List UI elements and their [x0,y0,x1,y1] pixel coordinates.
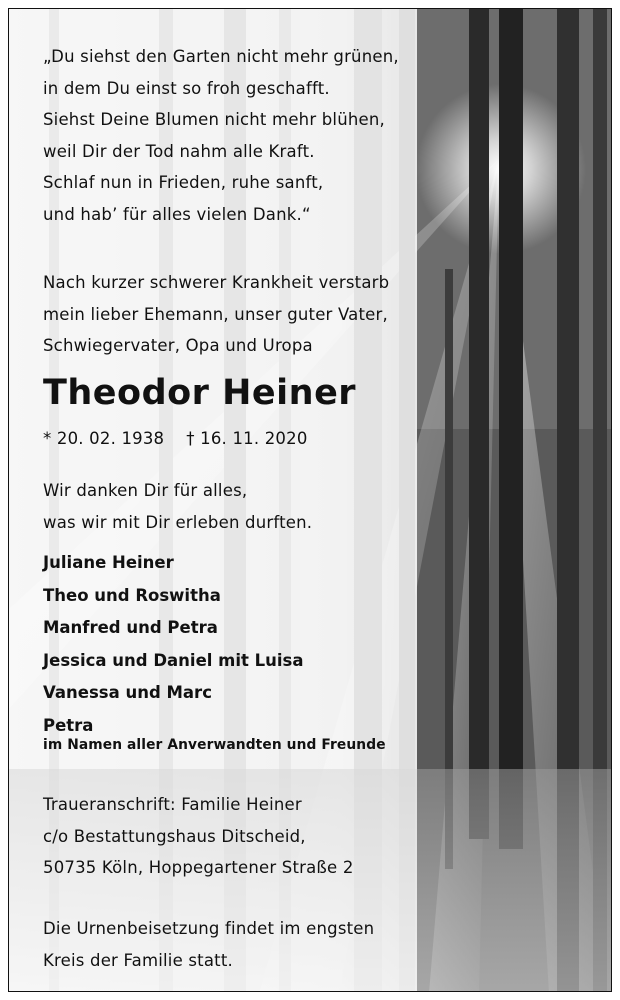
mourners-list [43,547,304,743]
obituary-card [8,8,612,992]
address-line: c/o Bestattungshaus Ditscheid, [43,826,306,846]
burial-line: Die Urnenbeisetzung findet im engsten [43,919,375,938]
intro-line: Nach kurzer schwerer Krankheit verstarb [43,273,390,292]
thanks-line: was wir mit Dir erleben durften. [43,512,313,532]
thanks-text [43,475,312,538]
address-line: 50735 Köln, Hoppegartener Straße 2 [43,858,354,878]
intro-line: Schwiegervater, Opa und Uropa [43,336,313,356]
poem-line: Siehst Deine Blumen nicht mehr blühen, [43,110,385,130]
address-line: Traueranschrift: Familie Heiner [43,795,302,814]
mourning-address [43,789,354,884]
burial-line: Kreis der Familie statt. [43,950,233,970]
on-behalf-line: im Namen aller Anverwandten und Freunde [43,737,386,753]
mourner-name: Theo und Roswitha [43,585,221,605]
poem-line: weil Dir der Tod nahm alle Kraft. [43,141,315,161]
life-dates [43,423,308,455]
mourner-name: Juliane Heiner [43,553,174,572]
deceased-name: Theodor Heiner [43,373,357,413]
mourner-name: Manfred und Petra [43,618,218,638]
burial-notice [43,913,374,976]
mourner-name: Jessica und Daniel mit Luisa [43,650,304,670]
birth-date: * 20. 02. 1938 [43,429,165,448]
poem-line: Schlaf nun in Frieden, ruhe sanft, [43,173,324,193]
death-date: † 16. 11. 2020 [186,429,308,448]
poem-line: „Du siehst den Garten nicht mehr grünen, [43,47,399,66]
intro-text [43,267,389,362]
thanks-line: Wir danken Dir für alles, [43,481,248,500]
mourner-name: Petra [43,715,94,735]
poem [43,41,399,231]
mourner-name: Vanessa und Marc [43,683,212,703]
poem-line: in dem Du einst so froh geschafft. [43,78,330,98]
intro-line: mein lieber Ehemann, unser guter Vater, [43,304,388,324]
poem-line: und hab’ für alles vielen Dank.“ [43,204,311,224]
